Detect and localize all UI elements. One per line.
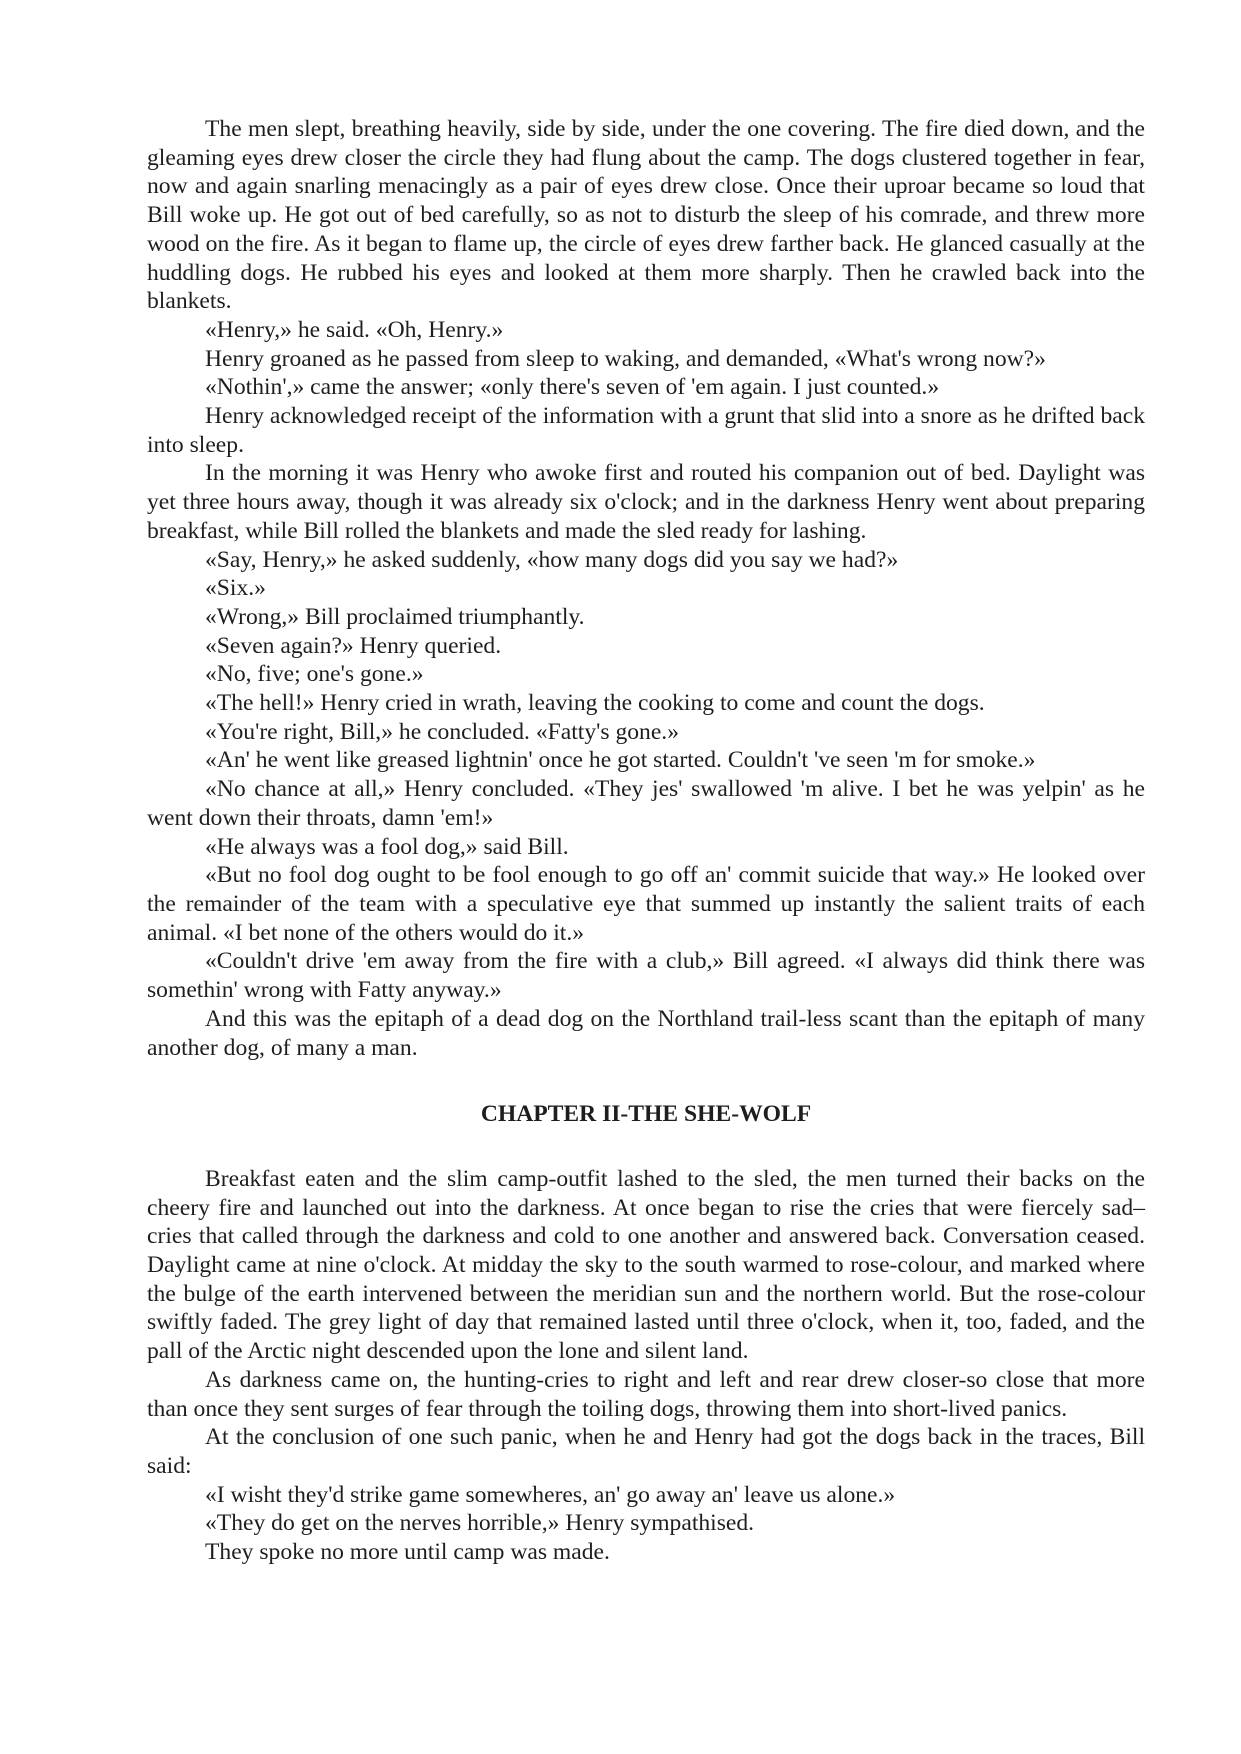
section-2 xyxy=(147,1165,1145,1567)
paragraph: «They do get on the nerves horrible,» Henry sympathised. xyxy=(205,1510,755,1537)
paragraph: The men slept, breathing heavily, side by side, under the one covering. The fire died down, and the gleaming eyes drew closer the circle they had flung about the camp. The dogs clustered together in fear, now and again snarling menacingly as a pair of eyes drew close. Once their uproar became so loud that Bill woke up. He got out of bed carefully, so as not to disturb the sleep of his comrade, and threw more wood on the fire. As it began to flame up, the circle of eyes drew farther back. He glanced casually at the huddling dogs. He rubbed his eyes and looked at them more sharply. Then he crawled back into the blankets. xyxy=(147,116,1145,315)
chapter-heading: CHAPTER II-THE SHE-WOLF xyxy=(480,1101,812,1128)
paragraph: «No chance at all,» Henry concluded. «They jes' swallowed 'm alive. I bet he was yelpin' as he went down their throats, damn 'em!» xyxy=(147,776,1145,831)
paragraph: «Couldn't drive 'em away from the fire with a club,» Bill agreed. «I always did think there was somethin' wrong with Fatty anyway.» xyxy=(147,948,1145,1004)
paragraph: And this was the epitaph of a dead dog on the Northland trail-less scant than the epitaph of many another dog, of many a man. xyxy=(147,1005,1145,1061)
paragraph: Henry acknowledged receipt of the information with a grunt that slid into a snore as he drifted back into sleep. xyxy=(147,403,1145,458)
paragraph: «He always was a fool dog,» said Bill. xyxy=(205,833,569,860)
paragraph: As darkness came on, the hunting-cries to right and left and rear drew closer-so close that more than once they sent surges of fear through the toiling dogs, throwing them into short-lived panics. xyxy=(147,1366,1145,1422)
paragraph: «Henry,» he said. «Oh, Henry.» xyxy=(205,316,504,343)
paragraph: Henry groaned as he passed from sleep to waking, and demanded, «What's wrong now?» xyxy=(205,345,1046,372)
paragraph: «You're right, Bill,» he concluded. «Fatty's gone.» xyxy=(205,718,680,745)
paragraph: «Nothin',» came the answer; «only there's seven of 'em again. I just counted.» xyxy=(205,374,940,401)
paragraph: «Seven again?» Henry queried. xyxy=(205,632,502,659)
paragraph: In the morning it was Henry who awoke first and routed his companion out of bed. Daylight was yet three hours away, though it was already six o'clock; and in the darkness Henry went about preparing breakfast, while Bill rolled the blankets and made the sled ready for lashing. xyxy=(147,460,1145,544)
paragraph: «No, five; one's gone.» xyxy=(205,661,424,688)
paragraph: At the conclusion of one such panic, when he and Henry had got the dogs back in the traces, Bill said: xyxy=(147,1424,1145,1479)
paragraph: «Six.» xyxy=(205,575,266,602)
section-1 xyxy=(147,115,1145,1062)
paragraph: «The hell!» Henry cried in wrath, leaving the cooking to come and count the dogs. xyxy=(205,690,985,717)
paragraph: «I wisht they'd strike game somewheres, an' go away an' leave us alone.» xyxy=(205,1481,896,1508)
paragraph: «But no fool dog ought to be fool enough to go off an' commit suicide that way.» He looked over the remainder of the team with a speculative eye that summed up instantly the salient traits of each animal. «I bet none of the others would do it.» xyxy=(147,862,1145,946)
paragraph: Breakfast eaten and the slim camp-outfit lashed to the sled, the men turned their backs on the cheery fire and launched out into the darkness. At once began to rise the cries that were fiercely sad– cries that called through the darkness and cold to one another and answered back. Conversation ceased. Daylight came at nine o'clock. At midday the sky to the south warmed to rose-colour, and marked where the bulge of the earth intervened between the meridian sun and the northern world. But the rose-colour swiftly faded. The grey light of day that remained lasted until three o'clock, when it, too, faded, and the pall of the Arctic night descended upon the lone and silent land. xyxy=(147,1165,1145,1365)
paragraph: «An' he went like greased lightnin' once he got started. Couldn't 've seen 'm for smoke.» xyxy=(205,747,1036,774)
paragraph: They spoke no more until camp was made. xyxy=(205,1539,610,1566)
paragraph: «Say, Henry,» he asked suddenly, «how many dogs did you say we had?» xyxy=(205,546,899,573)
paragraph: «Wrong,» Bill proclaimed triumphantly. xyxy=(205,603,585,630)
